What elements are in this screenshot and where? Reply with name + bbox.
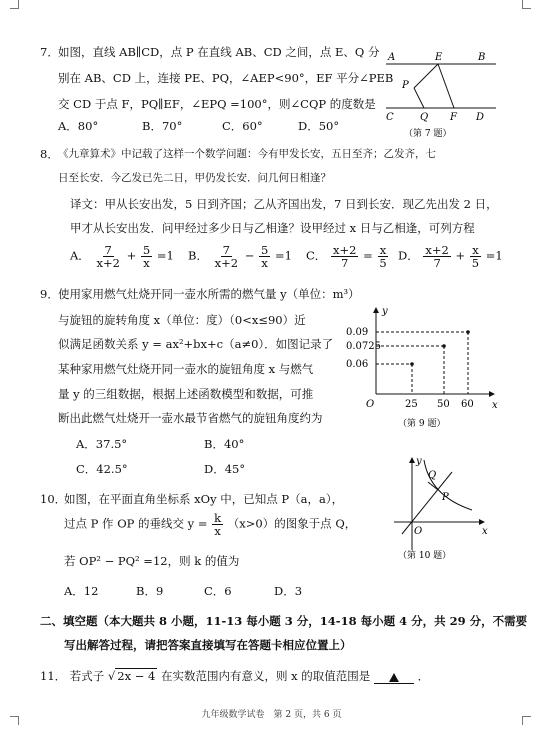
q7-option-d: D．50° — [298, 119, 340, 133]
section-2-line1: 二、填空题（本大题共 8 小题，11-13 每小题 3 分，14-18 每小题 4 分，共 29 分，不需要 — [40, 614, 528, 628]
q11-text-pre: 若式子 — [69, 669, 105, 683]
q9-text-line6: 断出此燃气灶烧开一壶水最节省燃气的旋钮角度约为 — [58, 411, 323, 425]
q10-line-op — [402, 472, 452, 534]
crop-mark-top-right — [522, 0, 531, 9]
question-11: 11． 若式子 √ 2x − 4 在实数范围内有意义，则 x 的取值范围是 ． — [40, 669, 430, 683]
q10-fraction-k-over-x: $\frac{k}{x}$ — [214, 511, 222, 539]
q7-label-c: C — [386, 112, 394, 123]
q10-label-y: y — [416, 456, 422, 467]
q10-label-o: O — [414, 526, 423, 537]
q7-text-line3: 交 CD 于点 F，PQ∥EF，∠EPQ =100°，则∠CQP 的度数是 — [58, 97, 376, 111]
q7-label-b: B — [478, 52, 486, 63]
q11-radical: √ 2x − 4 — [107, 669, 156, 683]
q8-option-c: C． $\frac{x+2}{7}$ = $\frac{x}{5}$ — [306, 243, 387, 271]
q9-text-line1: 使用家用燃气灶烧开同一壶水所需的燃气量 y（单位：m³） — [58, 287, 360, 301]
q9-option-c: C．42.5° — [76, 462, 128, 476]
q8-translation-line1: 译文：甲从长安出发，5 日到齐国；乙从齐国出发，7 日到长安．现乙先出发 2 日， — [70, 197, 498, 211]
q10-number: 10． — [40, 492, 67, 506]
q10-text-line1: 如图，在平面直角坐标系 xOy 中，已知点 P（a，a）， — [64, 492, 344, 506]
q8-text-line1: 《九章算术》中记载了这样一个数学问题：今有甲发长安，五日至齐；乙发齐，七 — [58, 148, 436, 160]
q10-label-p: P — [442, 492, 449, 503]
q9-text-line5: 量 y 的三组数据，根据上述函数模型和数据，可推 — [58, 387, 314, 401]
q10-option-b: B．9 — [136, 584, 164, 598]
q9-text-line4: 某种家用燃气灶烧开同一壶水的旋钮角度 x 与燃气 — [58, 362, 314, 376]
q8-text-line2: 日至长安．今乙发已先二日，甲仍发长安．问几何日相逢？ — [58, 172, 331, 184]
q9-point-1 — [410, 362, 414, 366]
q11-number: 11． — [40, 669, 67, 683]
q9-y-label: y — [382, 306, 388, 317]
q9-origin: O — [366, 399, 375, 410]
section-2-line2: 写出解答过程，请把答案直接填写在答题卡相应位置上） — [64, 638, 352, 652]
q7-label-p: P — [402, 80, 409, 91]
q9-option-a: A．37.5° — [76, 437, 128, 451]
q9-figure — [340, 300, 505, 435]
q7-segment-ef — [438, 64, 454, 108]
q9-text-line3: 似满足函数关系 y = ax²+bx+c（a≠0）．如图记录了 — [58, 337, 334, 351]
q9-ytick-0.09: 0.09 — [346, 327, 369, 338]
q8-option-a: A． $\frac{7}{x+2}$ + $\frac{5}{x}$ =1 — [70, 243, 174, 271]
q7-option-a: A．80° — [58, 119, 99, 133]
q9-option-d: D．45° — [204, 462, 246, 476]
q9-xtick-60: 60 — [461, 399, 474, 410]
q10-option-c: C．6 — [204, 584, 232, 598]
q10-option-a: A．12 — [64, 584, 99, 598]
q11-answer-blank[interactable] — [374, 669, 414, 684]
q7-label-f: F — [450, 112, 457, 123]
q7-figure — [380, 50, 500, 142]
q10-option-d: D．3 — [274, 584, 303, 598]
q7-label-q: Q — [420, 112, 429, 123]
q7-label-d: D — [476, 112, 485, 123]
q11-text-post: 在实数范围内有意义，则 x 的取值范围是 — [161, 669, 371, 683]
q7-label-e: E — [435, 52, 443, 63]
q7-figure-caption: （第 7 题） — [404, 129, 452, 139]
q10-figure — [388, 452, 498, 564]
q8-number: 8． — [40, 147, 59, 161]
q7-option-b: B．70° — [142, 119, 183, 133]
q10-text-line3: 若 OP² − PQ² =12，则 k 的值为 — [64, 554, 240, 568]
q9-ytick-0.06: 0.06 — [346, 359, 369, 370]
q8-option-d: D． $\frac{x+2}{7}$ + $\frac{x}{5}$ =1 — [398, 243, 503, 271]
q9-ytick-0.0725: 0.0725 — [346, 341, 381, 352]
q9-figure-caption: （第 9 题） — [398, 419, 446, 429]
page-footer: 九年级数学试卷 第 2 页，共 6 页 — [201, 710, 342, 720]
q7-text-line2: 别在 AB、CD 上，连接 PE、PQ，∠AEP<90°，EF 平分∠PEB — [58, 71, 394, 85]
q7-segment-pe — [414, 64, 438, 88]
q9-point-3 — [466, 330, 470, 334]
q9-xtick-50: 50 — [437, 399, 450, 410]
q7-text-line1: 如图，直线 AB∥CD，点 P 在直线 AB、CD 之间，点 E、Q 分 — [58, 45, 380, 59]
crop-mark-top-left — [10, 0, 19, 9]
q10-figure-caption: （第 10 题） — [398, 551, 452, 561]
q9-option-b: B．40° — [204, 437, 245, 451]
q9-x-label: x — [492, 400, 498, 411]
q9-number: 9． — [40, 287, 59, 301]
triangle-icon — [389, 673, 399, 682]
q8-option-b: B． $\frac{7}{x+2}$ − $\frac{5}{x}$ =1 — [188, 243, 292, 271]
q7-label-a: A — [388, 52, 396, 63]
q7-option-c: C．60° — [222, 119, 263, 133]
q7-segment-pq — [414, 88, 424, 108]
q10-label-q: Q — [428, 470, 437, 481]
q10-label-x: x — [482, 526, 488, 537]
q10-text-line2: 过点 P 作 OP 的垂线交 y = $\frac{k}{x}$ （x>0）的图象于点 Q， — [64, 511, 357, 539]
q7-number: 7． — [40, 45, 59, 59]
q9-xtick-25: 25 — [405, 399, 418, 410]
q8-translation-line2: 甲才从长安出发．问甲经过多少日与乙相逢？设甲经过 x 日与乙相逢，可列方程 — [70, 221, 475, 235]
q9-point-2 — [442, 344, 446, 348]
q9-text-line2: 与旋钮的旋转角度 x（单位：度）（0<x≤90）近 — [58, 313, 306, 327]
